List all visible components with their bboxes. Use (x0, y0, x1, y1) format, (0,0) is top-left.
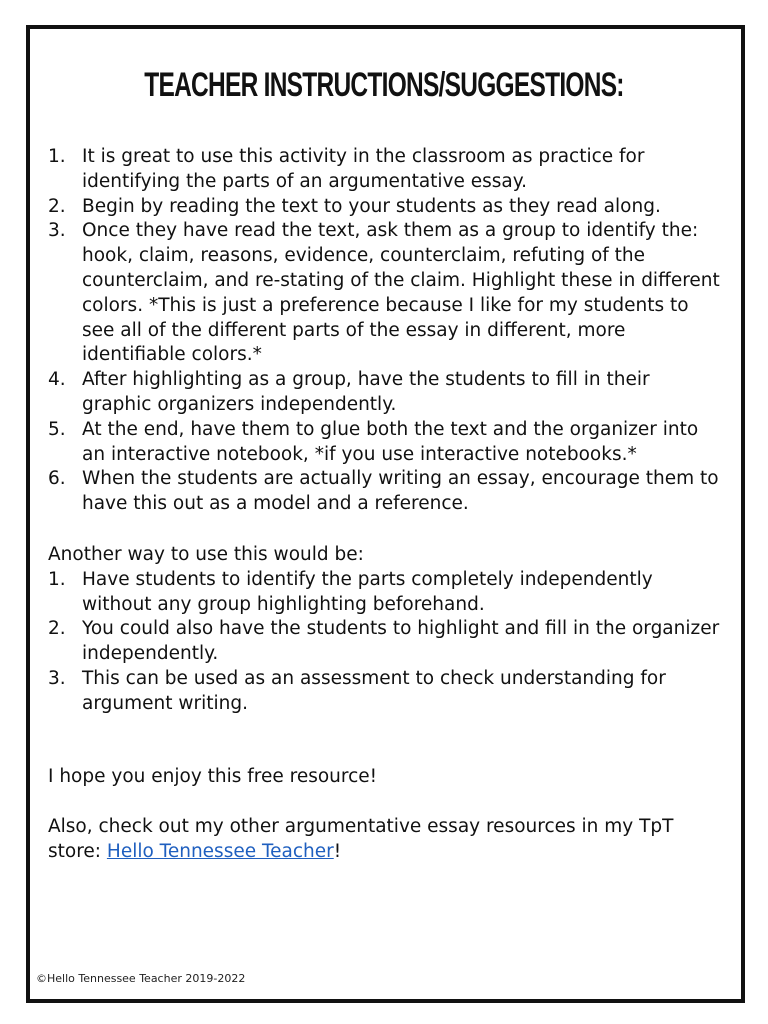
list-item (48, 418, 724, 468)
list-item (48, 467, 724, 517)
closing-text: I hope you enjoy this free resource! (48, 765, 378, 787)
item-number: 2. (48, 618, 66, 640)
item-number: 3. (48, 667, 66, 689)
item-text: When the students are actually writing an essay, encourage them to have this out as a model and a reference. (82, 468, 719, 515)
list-item (48, 145, 724, 195)
list-item (48, 368, 724, 418)
item-number: 1. (48, 146, 66, 167)
spacer (48, 717, 724, 765)
item-text: Begin by reading the text to your students as they read along. (82, 195, 661, 217)
copyright-footer: ©Hello Tennessee Teacher 2019-2022 (36, 972, 246, 985)
item-text: It is great to use this activity in the classroom as practice for identifying the parts of an argumentative essay. (82, 146, 645, 192)
list-item (48, 195, 724, 220)
item-text: This can be used as an assessment to check understanding for argument writing. (82, 667, 666, 714)
item-number: 2. (48, 195, 66, 217)
item-number: 5. (48, 418, 66, 440)
item-text: Once they have read the text, ask them as a group to identify the: hook, claim, reasons, evidence, counterclaim, refuting of the counterclaim, and re-stating of the claim. Highlight these in different colors. *This is just a preference because I like for my students to see all of the different parts of the essay in different, more identifiable colors.* (82, 220, 720, 366)
document-body (48, 145, 724, 865)
page-title: TEACHER INSTRUCTIONS/SUGGESTIONS: (144, 66, 624, 104)
item-text: You could also have the students to highlight and fill in the organizer independently. (82, 618, 720, 665)
alternatives-list (48, 568, 724, 717)
spacer (48, 789, 724, 815)
store-link[interactable]: Hello Tennessee Teacher (106, 841, 334, 863)
list-item (48, 617, 724, 667)
alternative-intro: Another way to use this would be: (48, 543, 364, 565)
list-item (48, 568, 724, 618)
item-text: Have students to identify the parts completely independently without any group highlighting beforehand. (82, 568, 653, 615)
item-text: After highlighting as a group, have the students to fill in their graphic organizers independently. (82, 369, 650, 415)
item-number: 6. (48, 468, 66, 490)
item-number: 3. (48, 220, 66, 242)
store-paragraph (48, 815, 724, 865)
store-text: Also, check out my other argumentative essay resources in my TpT store: (48, 816, 674, 863)
list-item (48, 219, 724, 368)
store-suffix: ! (333, 841, 342, 863)
item-number: 4. (48, 369, 66, 391)
item-text: At the end, have them to glue both the text and the organizer into an interactive notebook, *if you use interactive notebooks.* (82, 418, 699, 465)
item-number: 1. (48, 568, 66, 590)
list-item (48, 667, 724, 717)
instructions-list (48, 145, 724, 517)
